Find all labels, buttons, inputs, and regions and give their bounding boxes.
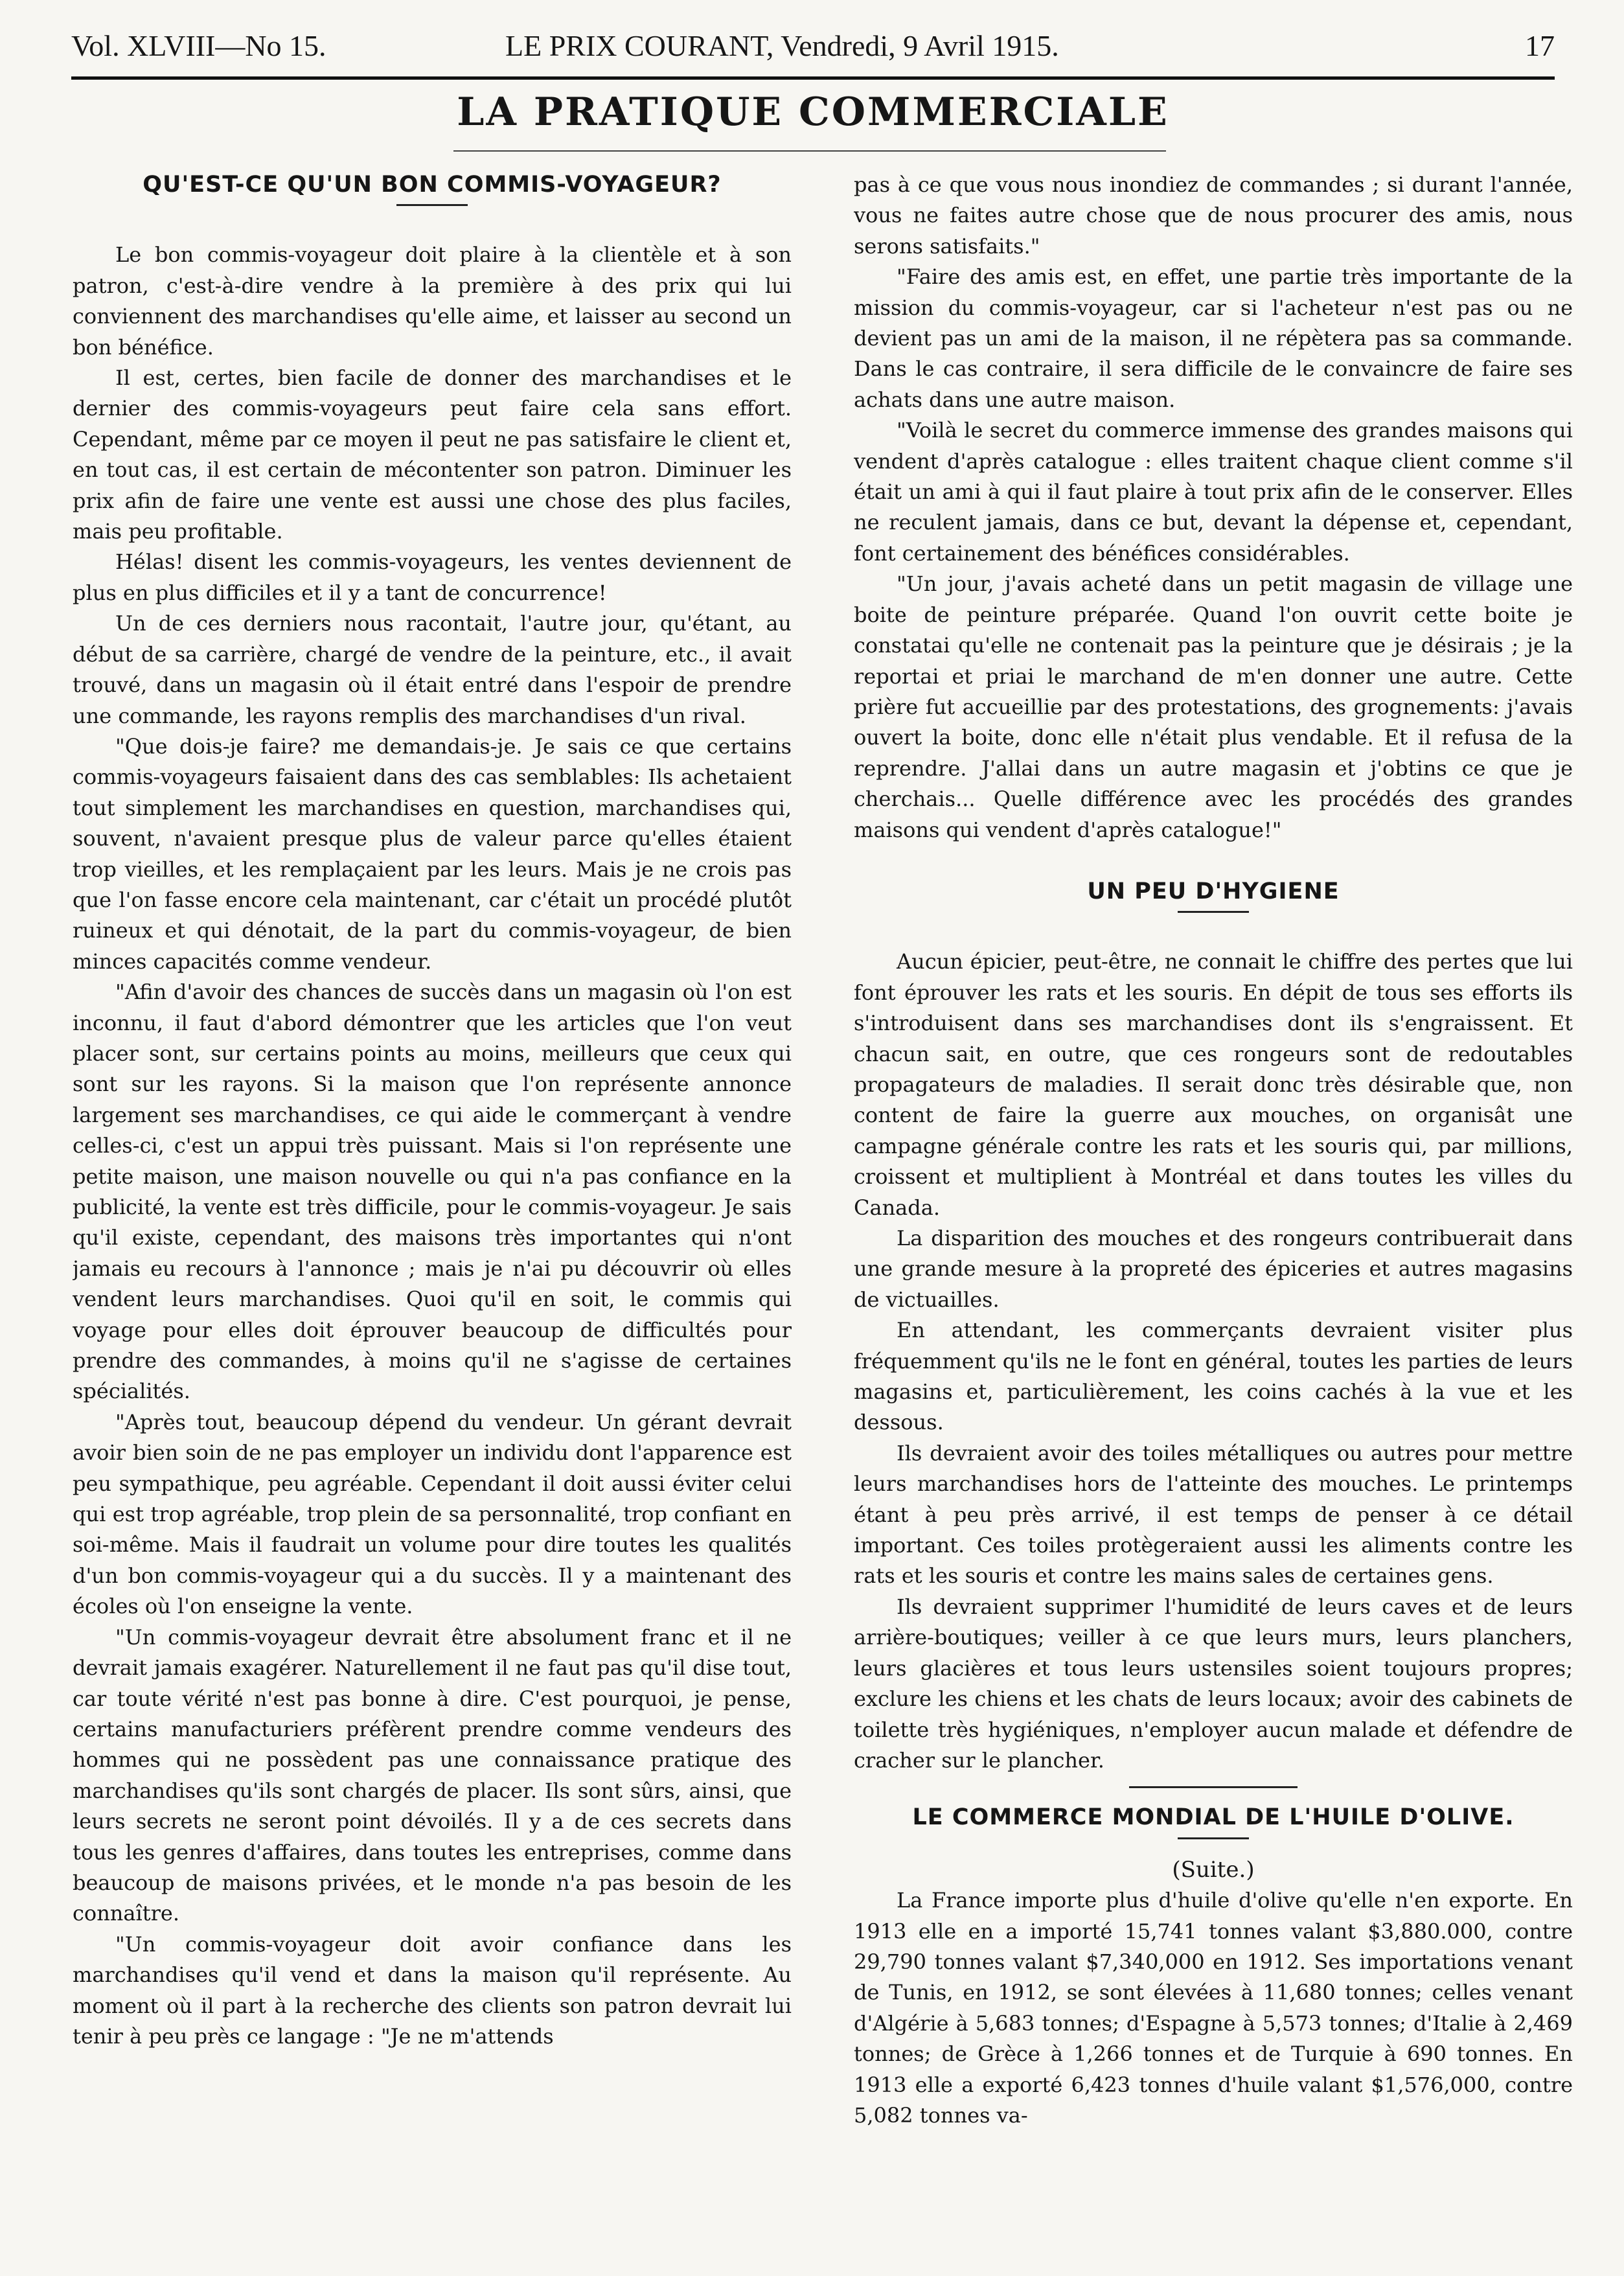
publication-line: LE PRIX COURANT, Vendredi, 9 Avril 1915. xyxy=(505,29,1059,62)
paragraph: Le bon commis-voyageur doit plaire à la clientèle et à son patron, c'est-à-dire vendre à la première à des prix qui lui conviennent des marchandises qu'elle aime, et laisser au second un bon bénéfice. xyxy=(73,242,792,360)
article-separator xyxy=(1129,1786,1298,1788)
paragraph: Un de ces derniers nous racontait, l'autre jour, qu'étant, au début de sa carrière, chargé de vendre de la peinture, etc., il avait trouvé, dans un magasin où il était entré dans l'espoir de prendre une commande, les rayons remplis des marchandises d'un rival. xyxy=(73,611,792,728)
page-number: 17 xyxy=(1525,29,1555,62)
article-heading-hygiene: UN PEU D'HYGIENE xyxy=(1087,878,1340,904)
paragraph: Ils devraient avoir des toiles métalliques ou autres pour mettre leurs marchandises hors de l'atteinte des mouches. Le printemps étant à peu près arrivé, il est temps de penser à ce détail important. Ces toiles protègeraient aussi les aliments contre les rats et les souris et contre les mains sales de certaines gens. xyxy=(854,1440,1573,1589)
paragraph: La disparition des mouches et des rongeurs contribuerait dans une grande mesure à la propreté des épiceries et autres magasins de victuailles. xyxy=(854,1226,1573,1312)
left-column xyxy=(73,170,792,2243)
spacer xyxy=(854,845,1573,877)
section-title-rule xyxy=(453,150,1166,152)
heading-rule xyxy=(1178,1837,1249,1839)
paragraph: "Afin d'avoir des chances de succès dans un magasin où l'on est inconnu, il faut d'abord démontrer que les articles que l'on veut placer sont, sur certains points au moins, meilleurs que ceux qui sont sur les rayons. Si la maison que l'on représente annonce largement ses marchandises, ce qui aide le commerçant à vendre celles-ci, c'est un appui très puissant. Mais si l'on représente une petite maison, une maison nouvelle ou qui n'a pas confiance en la publicité, la vente est très difficile, pour le commis-voyageur. Je sais qu'il existe, cependant, des maisons très importantes qui n'ont jamais eu recours à l'annonce ; mais je n'ai pu découvrir où elles vendent leurs marchandises. Quoi qu'il en soit, le commis qui voyage pour elles doit éprouver beaucoup de difficultés pour prendre des commandes, à moins qu'il ne s'agisse de certaines spécialités. xyxy=(73,980,792,1404)
paragraph: Ils devraient supprimer l'humidité de leurs caves et de leurs arrière-boutiques; veiller à ce que leurs murs, leurs planchers, leurs glacières et tous leurs ustensiles soient toujours propres; exclure les chiens et les chats de leurs locaux; avoir des cabinets de toilette très hygiéniques, n'employer aucun malade et défendre de cracher sur le plancher. xyxy=(854,1594,1573,1773)
paragraph: "Faire des amis est, en effet, une partie très importante de la mission du commis-voyageur, car si l'acheteur n'est pas ou ne devient pas un ami de la maison, il ne répètera pas sa commande. Dans le cas contraire, il sera difficile de le convaincre de faire ses achats dans une autre maison. xyxy=(854,264,1573,412)
article-heading-huile-olive: LE COMMERCE MONDIAL DE L'HUILE D'OLIVE. xyxy=(912,1804,1515,1831)
paragraph: Aucun épicier, peut-être, ne connait le chiffre des pertes que lui font éprouver les rats et les souris. En dépit de tous ses efforts ils s'introduisent dans ses marchandises dont ils s'engraissent. Et chacun sait, en outre, que ces rongeurs sont de redoutables propagateurs de maladies. Il serait donc très désirable que, non content de faire la guerre aux mouches, on organisât une campagne générale contre les rats et les souris qui, par millions, croissent et multiplient à Montréal et dans toutes les villes du Canada. xyxy=(854,949,1573,1220)
section-title: LA PRATIQUE COMMERCIALE xyxy=(457,89,1169,135)
paragraph: pas à ce que vous nous inondiez de commandes ; si durant l'année, vous ne faites autre chose que de nous procurer des amis, nous serons satisfaits." xyxy=(854,172,1573,259)
paragraph: "Après tout, beaucoup dépend du vendeur. Un gérant devrait avoir bien soin de ne pas employer un individu dont l'apparence est peu sympathique, peu agréable. Cependant il doit aussi éviter celui qui est trop agréable, trop plein de sa personnalité, trop confiant en soi-même. Mais il faudrait un volume pour dire toutes les qualités d'un bon commis-voyageur qui a du succès. Il y a maintenant des écoles où l'on enseigne la vente. xyxy=(73,1409,792,1619)
article-heading-commis-voyageur: QU'EST-CE QU'UN BON COMMIS-VOYAGEUR? xyxy=(143,172,722,198)
paragraph: "Un commis-voyageur doit avoir confiance dans les marchandises qu'il vend et dans la maison qu'il représente. Au moment où il part à la recherche des clients son patron devrait lui tenir à peu près ce langage : "Je ne m'attends xyxy=(73,1931,792,2049)
paragraph: "Que dois-je faire? me demandais-je. Je sais ce que certains commis-voyageurs faisaient dans des cas semblables: Ils achetaient tout simplement les marchandises en question, marchandises qui, souvent, n'avaient presque plus de valeur parce qu'elles étaient trop vieilles, et les remplaçaient par les leurs. Mais je ne crois pas que l'on fasse encore cela maintenant, car c'était un procédé plutôt ruineux et qui dénotait, de la part du commis-voyageur, de bien minces capacités comme vendeur. xyxy=(73,733,792,974)
paragraph: Il est, certes, bien facile de donner des marchandises et le dernier des commis-voyageurs peut faire cela sans effort. Cependant, même par ce moyen il peut ne pas satisfaire le client et, en tout cas, il est certain de mécontenter son patron. Diminuer les prix afin de faire une vente est aussi une chose des plus faciles, mais peu profitable. xyxy=(73,365,792,544)
paragraph: "Un jour, j'avais acheté dans un petit magasin de village une boite de peinture préparée. Quand l'on ouvrit cette boite je constatai qu'elle ne contenait pas la peinture que je désirais ; je la reportai et priai le marchand de m'en donner une autre. Cette prière fut accueillie par des protestations, des grognements: j'avais ouvert la boite, donc elle n'était plus vendable. Et il refusa de la reprendre. J'allai dans un autre magasin et j'obtins ce que je cherchais... Quelle différence avec les procédés des grandes maisons qui vendent d'après catalogue!" xyxy=(854,571,1573,842)
header-rule xyxy=(71,76,1555,80)
suite-label: (Suite.) xyxy=(1172,1856,1255,1883)
paragraph: Hélas! disent les commis-voyageurs, les ventes deviennent de plus en plus difficiles et il y a tant de concurrence! xyxy=(73,549,792,605)
right-column xyxy=(854,170,1573,2243)
paragraph: "Un commis-voyageur devrait être absolument franc et il ne devrait jamais exagérer. Naturellement il ne faut pas qu'il dise tout, car toute vérité n'est pas bonne à dire. C'est pourquoi, je pense, certains manufacturiers préfèrent prendre comme vendeurs des hommes qui ne possèdent pas une connaissance pratique des marchandises qu'ils sont chargés de placer. Ils sont sûrs, ainsi, que leurs secrets ne seront point dévoilés. Il y a de ces secrets dans tous les genres d'affaires, dans toutes les entreprises, comme dans beaucoup de maisons privées, et le monde n'a pas besoin de les connaître. xyxy=(73,1624,792,1926)
volume-number: Vol. XLVIII—No 15. xyxy=(71,29,326,62)
paragraph: "Voilà le secret du commerce immense des grandes maisons qui vendent d'après catalogue : elles traitent chaque client comme s'il était un ami à qui il faut plaire à tout prix afin de le conserver. Elles ne reculent jamais, dans ce but, devant la dépense et, cependant, font certainement des bénéfices considérables. xyxy=(854,418,1573,566)
heading-rule xyxy=(396,204,468,206)
paragraph: En attendant, les commerçants devraient visiter plus fréquemment qu'ils ne le font en général, toutes les parties de leurs magasins et, particulièrement, les coins cachés à la vue et les dessous. xyxy=(854,1318,1573,1435)
running-head xyxy=(71,29,1555,74)
heading-rule xyxy=(1178,911,1249,913)
paragraph: La France importe plus d'huile d'olive qu'elle n'en exporte. En 1913 elle en a importé 15,741 tonnes valant $3,880.000, contre 29,790 tonnes valant $7,340,000 en 1912. Ses importations venant de Tunis, en 1912, se sont élevées à 11,680 tonnes; celles venant d'Algérie à 5,683 tonnes; d'Espagne à 5,573 tonnes; d'Italie à 2,469 tonnes; de Grèce à 1,266 tonnes et de Turquie à 690 tonnes. En 1913 elle a exporté 6,423 tonnes d'huile valant $1,576,000, contre 5,082 tonnes va- xyxy=(854,1888,1573,2128)
